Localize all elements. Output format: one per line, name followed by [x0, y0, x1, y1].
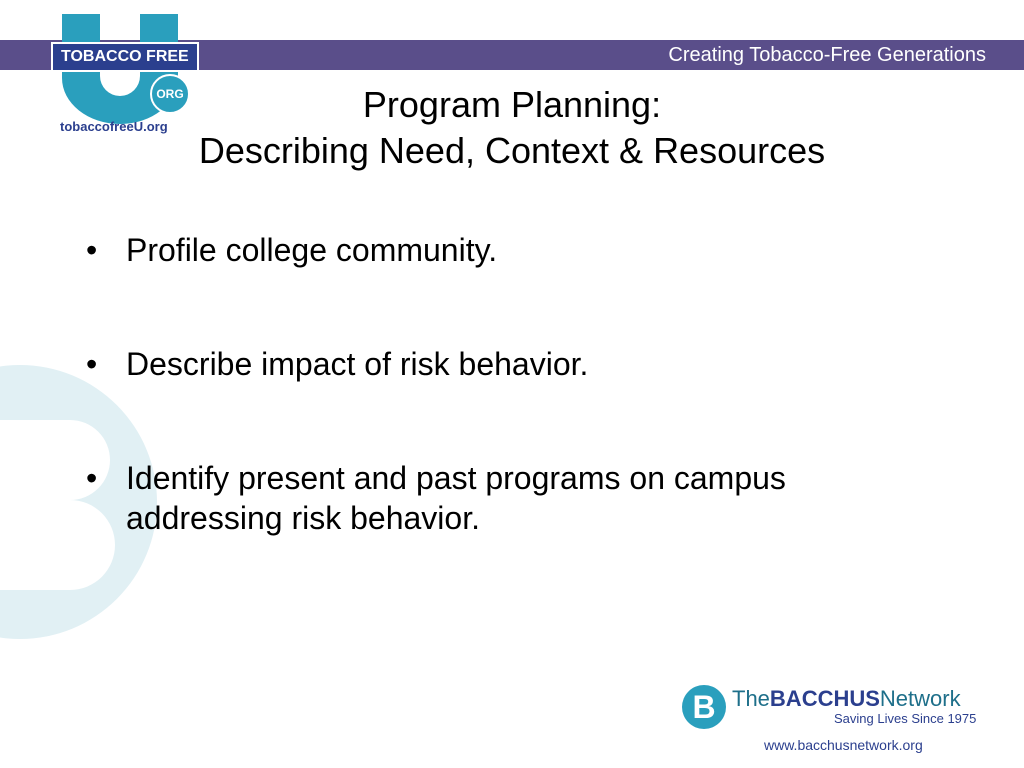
bacchus-b-icon: B [682, 685, 726, 729]
bullet-text: Identify present and past programs on campus addressing risk behavior. [126, 460, 786, 536]
bacchus-name-bold: BACCHUS [769, 686, 880, 711]
bullet-list [86, 230, 886, 612]
slide-title-line-1: Program Planning: [362, 84, 662, 125]
slide-title-line-2: Describing Need, Context & Resources [198, 130, 826, 171]
bullet-text: Profile college community. [126, 232, 498, 268]
bullet-text: Describe impact of risk behavior. [126, 346, 589, 382]
bullet-item [86, 344, 886, 384]
bacchus-name-prefix: The [732, 686, 770, 711]
slide-title [0, 82, 1024, 174]
bullet-icon: • [86, 232, 98, 268]
bullet-icon: • [86, 460, 98, 496]
bullet-item [86, 230, 886, 270]
logo-tobacco-free: TOBACCO FREE [51, 42, 199, 72]
bullet-icon: • [86, 346, 98, 382]
bullet-item [86, 458, 886, 538]
bacchus-network-name [732, 686, 961, 712]
bacchus-tagline: Saving Lives Since 1975 [834, 711, 977, 726]
bacchus-url: www.bacchusnetwork.org [764, 737, 923, 753]
header-tagline: Creating Tobacco-Free Generations [668, 44, 986, 66]
bacchus-name-suffix: Network [879, 686, 961, 711]
logo-url: tobaccofreeU.org [60, 119, 168, 134]
logo-org-badge: ORG [150, 74, 190, 114]
